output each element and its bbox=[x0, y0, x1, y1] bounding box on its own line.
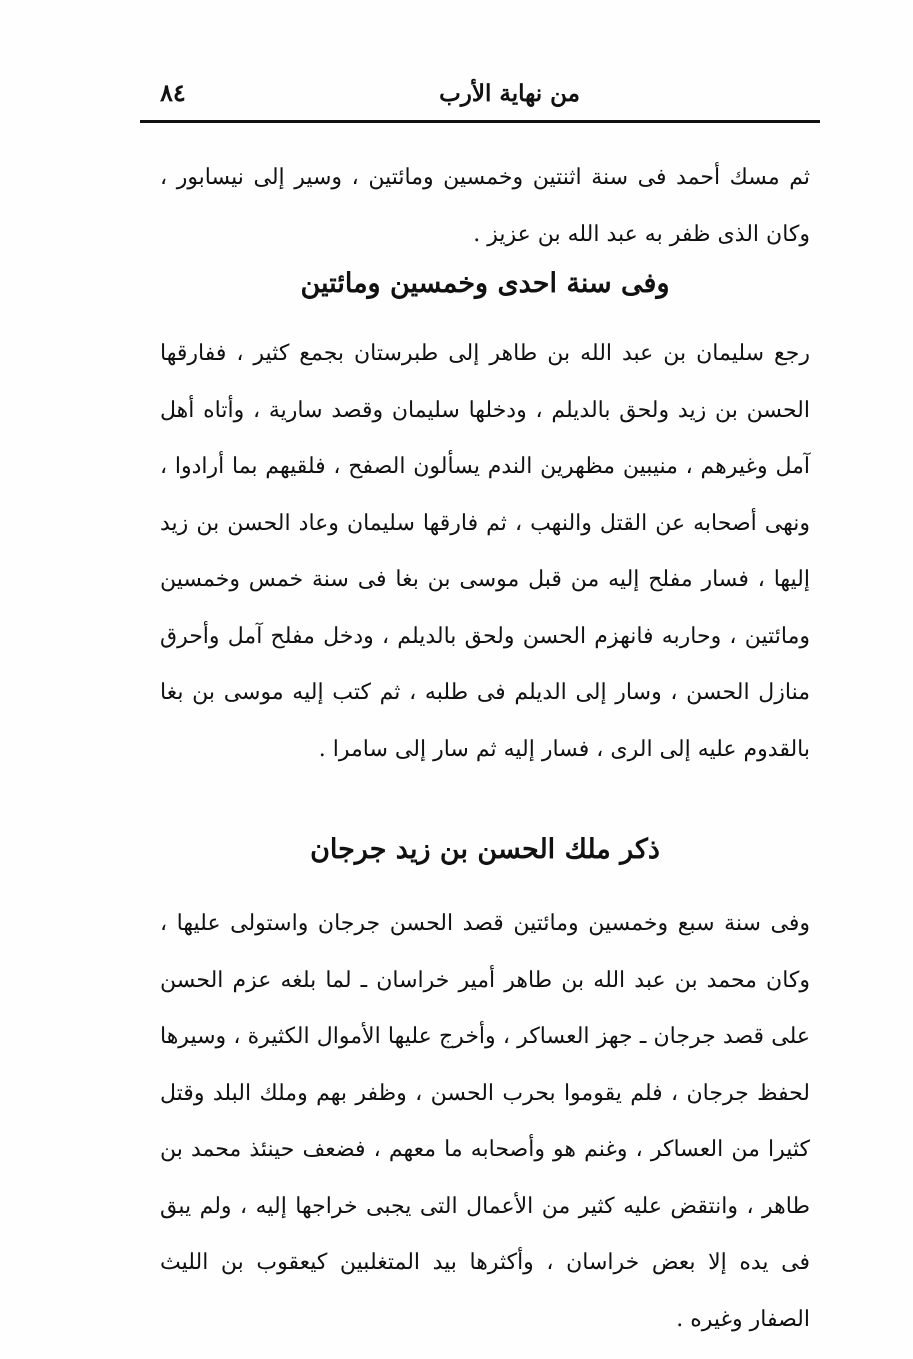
running-title: من نهاية الأرب bbox=[439, 80, 580, 107]
section-2-paragraph: وفى سنة سبع وخمسين ومائتين قصد الحسن جرجان واستولى عليها ، وكان محمد بن عبد الله بن طاهر أمير خراسان ـ لما بلغه عزم الحسن على قصد جرجان ـ جهز العساكر ، وأخرج عليها الأموال الكثيرة ، وسيرها لحفظ جرجان ، فلم يقوموا بحرب الحسن ، وظفر بهم وملك البلد وقتل كثيرا من العساكر ، وغنم هو وأصحابه ما معهم ، فضعف حينئذ محمد بن طاهر ، وانتقض عليه كثير من الأعمال التى يجبى خراجها إليه ، ولم يبق فى يده إلا بعض خراسان ، وأكثرها بيد المتغلبين كيعقوب بن الليث الصفار وغيره . bbox=[160, 911, 810, 1332]
section-heading-year-251: وفى سنة احدى وخمسين ومائتين bbox=[300, 268, 670, 299]
section-heading-jurjan: ذكر ملك الحسن بن زيد جرجان bbox=[310, 834, 660, 865]
page-number: ٨٤ bbox=[160, 78, 186, 107]
intro-paragraph: ثم مسك أحمد فى سنة اثنتين وخمسين ومائتين ، وسير إلى نيسابور ، وكان الذى ظفر به عبد الله بن عزيز . bbox=[160, 165, 810, 247]
page-header bbox=[160, 78, 810, 114]
section-1-paragraph: رجع سليمان بن عبد الله بن طاهر إلى طبرستان بجمع كثير ، ففارقها الحسن بن زيد ولحق بالديلم ، ودخلها سليمان وقصد سارية ، وأتاه أهل آمل وغيرهم ، منيبين مظهرين الندم يسألون الصفح ، فلقيهم بما أرادوا ، ونهى أصحابه عن القتل والنهب ، ثم فارقها سليمان وعاد الحسن بن زيد إليها ، فسار مفلح إليه من قبل موسى بن بغا فى سنة خمس وخمسين ومائتين ، وحاربه فانهزم الحسن ولحق بالديلم ، ودخل مفلح آمل وأحرق منازل الحسن ، وسار إلى الديلم فى طلبه ، ثم كتب إليه موسى بن بغا بالقدوم عليه إلى الرى ، فسار إليه ثم سار إلى سامرا . bbox=[160, 341, 810, 762]
header-rule bbox=[140, 120, 820, 123]
